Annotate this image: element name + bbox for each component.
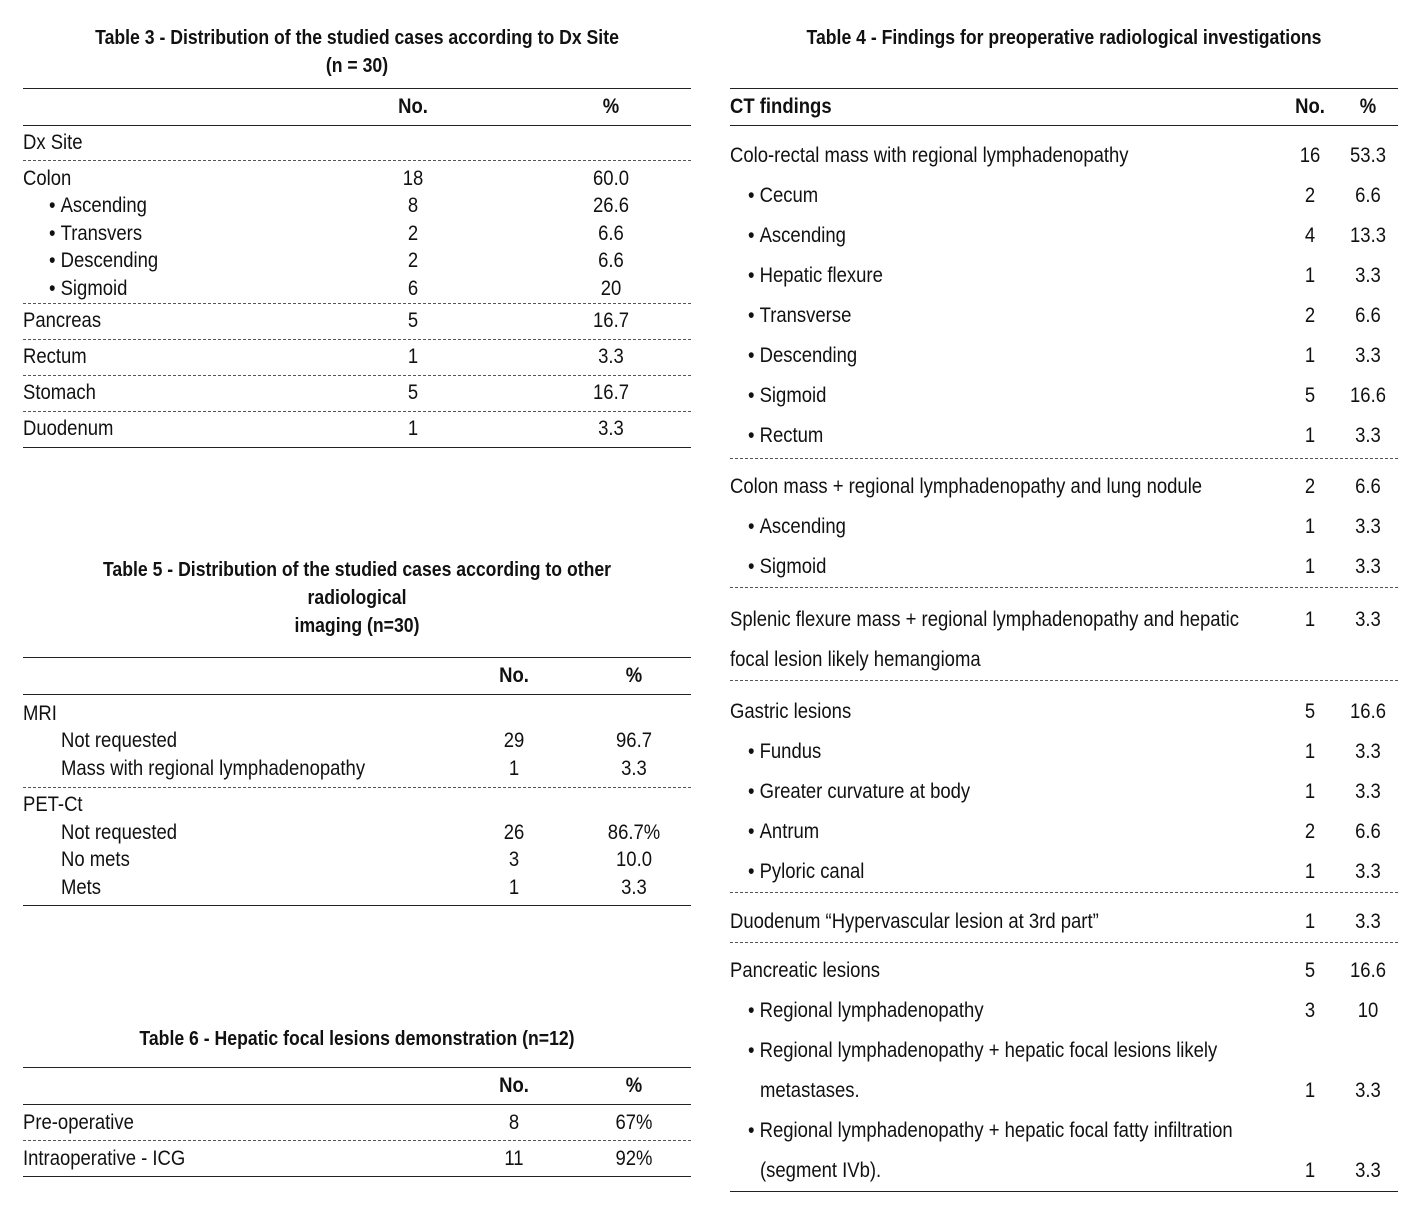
row-pct: 16.7: [593, 381, 629, 404]
row-pct: 3.3: [1355, 344, 1381, 367]
row-no: 4: [1304, 224, 1316, 247]
row-no: 2: [407, 221, 419, 245]
row-pct: 10: [1357, 999, 1379, 1022]
table-row: [730, 136, 1398, 176]
table-row: [23, 126, 691, 161]
table-row: [730, 732, 1398, 772]
table-row: [730, 296, 1398, 336]
table-row: [23, 728, 691, 756]
row-label: Mets: [61, 875, 102, 899]
caption-line: Table 3 - Distribution of the studied cases according to Dx Site: [95, 26, 619, 49]
row-label: focal lesion likely hemangioma: [730, 648, 981, 671]
row-label: Rectum: [23, 345, 87, 368]
row-no: 29: [503, 729, 525, 753]
row-no: 5: [407, 309, 419, 332]
row-label: No mets: [61, 848, 130, 872]
section-label: Dx Site: [23, 131, 83, 154]
row-no: 2: [1304, 184, 1316, 207]
table-row: [23, 792, 691, 820]
row-pct: 3.3: [1355, 1079, 1381, 1102]
table-row: [730, 216, 1398, 256]
table-row: [730, 692, 1398, 732]
table-4-caption: [777, 24, 1351, 52]
row-label: • Cecum: [748, 184, 818, 208]
table-5-caption: [70, 556, 644, 640]
group-pancreatic: [730, 943, 1398, 1192]
row-label: Colon: [23, 166, 72, 190]
table-row: [730, 507, 1398, 547]
row-label: • Descending: [748, 344, 857, 368]
row-no: 1: [1304, 860, 1316, 883]
row-label: • Antrum: [748, 820, 819, 844]
row-pct: 6.6: [598, 221, 624, 245]
row-no: 2: [407, 249, 419, 273]
col-pct-header: %: [1359, 95, 1377, 118]
table-row: [23, 847, 691, 875]
row-pct: 60.0: [593, 166, 629, 190]
row-no: 8: [508, 1110, 520, 1134]
row-label: • Regional lymphadenopathy + hepatic focal fatty infiltration: [748, 1119, 1233, 1143]
table-row: [23, 874, 691, 902]
table-3: [23, 24, 691, 448]
col-no-header: No.: [499, 1074, 529, 1097]
row-no: 1: [1304, 264, 1316, 287]
row-pct: 6.6: [1355, 304, 1381, 327]
row-pct: 16.6: [1350, 384, 1386, 407]
col-pct-header: %: [625, 1074, 643, 1097]
row-no: 16: [1299, 144, 1321, 167]
row-label: • Regional lymphadenopathy + hepatic focal lesions likely: [748, 1039, 1217, 1063]
row-no: 1: [1304, 344, 1316, 367]
row-pct: 3.3: [1355, 264, 1381, 287]
row-no: 8: [407, 194, 419, 218]
row-no: 1: [1304, 515, 1316, 538]
table-row: [730, 772, 1398, 812]
row-pct: 67%: [615, 1110, 653, 1134]
group-colon-lung: [730, 459, 1398, 588]
row-label: • Ascending: [748, 224, 846, 248]
row-pct: 3.3: [1355, 515, 1381, 538]
row-label: Pre-operative: [23, 1110, 134, 1134]
row-pct: 96.7: [616, 729, 652, 753]
row-label: • Sigmoid: [748, 555, 826, 579]
table-row: [23, 248, 691, 276]
table-row: [23, 755, 691, 783]
table-row: [730, 547, 1398, 587]
table-row: [730, 1111, 1398, 1151]
row-pct: 3.3: [1355, 608, 1381, 631]
row-no: 2: [1304, 304, 1316, 327]
row-pct: 3.3: [1355, 740, 1381, 763]
table-row: [23, 220, 691, 248]
row-no: 6: [407, 276, 419, 300]
table-row: [730, 416, 1398, 456]
col-pct-header: %: [625, 664, 643, 687]
row-pct: 6.6: [598, 249, 624, 273]
row-label: Not requested: [61, 729, 178, 753]
row-no: 5: [1304, 384, 1316, 407]
row-no: 1: [1304, 1159, 1316, 1182]
table-row: [730, 600, 1398, 640]
table-5: [23, 556, 691, 906]
table-row: [730, 812, 1398, 852]
row-pct: 13.3: [1350, 224, 1386, 247]
row-pct: 6.6: [1355, 475, 1381, 498]
col-no-header: No.: [1295, 95, 1325, 118]
row-no: 11: [504, 1146, 524, 1170]
group-splenic: [730, 588, 1398, 681]
table-6-caption: [70, 1025, 644, 1053]
row-label: Not requested: [61, 820, 178, 844]
row-label: • Sigmoid: [49, 277, 127, 301]
caption-line: (n = 30): [325, 54, 389, 77]
row-pct: 3.3: [1355, 910, 1381, 933]
row-no: 1: [508, 875, 520, 899]
row-label: Duodenum: [23, 417, 114, 440]
row-label: Pancreas: [23, 309, 102, 332]
table-row: [730, 640, 1398, 680]
table-header: [730, 88, 1398, 126]
table-row: [730, 376, 1398, 416]
mri-group: [23, 695, 691, 788]
caption-line: Table 5 - Distribution of the studied cases according to other radiological: [102, 558, 612, 609]
col-no-header: No.: [499, 664, 529, 687]
row-pct: 86.7%: [607, 820, 661, 844]
row-no: 1: [1304, 780, 1316, 803]
row-pct: 3.3: [1355, 1159, 1381, 1182]
table-row: [23, 1141, 691, 1177]
table-header: [23, 1067, 691, 1105]
table-row: [730, 1031, 1398, 1071]
row-pct: 3.3: [621, 756, 647, 780]
row-label: Colon mass + regional lymphadenopathy and lung nodule: [730, 475, 1203, 498]
table-row: [730, 176, 1398, 216]
table-6: [23, 1025, 691, 1177]
col-no-header: No.: [398, 95, 428, 118]
table-row: [23, 1105, 691, 1141]
row-pct: 16.6: [1350, 959, 1386, 982]
row-pct: 16.7: [593, 309, 629, 332]
row-no: 3: [1304, 999, 1316, 1022]
row-pct: 3.3: [598, 417, 624, 440]
row-no: 1: [1304, 1079, 1316, 1102]
row-no: 1: [1304, 424, 1316, 447]
row-label: • Regional lymphadenopathy: [748, 999, 984, 1023]
row-label: • Ascending: [49, 194, 147, 218]
col-pct-header: %: [602, 95, 620, 118]
row-label: • Hepatic flexure: [748, 264, 883, 288]
row-pct: 3.3: [1355, 780, 1381, 803]
table-header: [23, 88, 691, 126]
caption-line: Table 6 - Hepatic focal lesions demonstration (n=12): [139, 1027, 575, 1050]
table-row: [730, 1071, 1398, 1111]
caption-line: imaging (n=30): [294, 614, 420, 637]
row-pct: 3.3: [598, 345, 624, 368]
group-gastric: [730, 681, 1398, 893]
row-pct: 3.3: [1355, 860, 1381, 883]
row-label: MRI: [23, 701, 57, 725]
row-label: Splenic flexure mass + regional lymphadenopathy and hepatic: [730, 608, 1240, 631]
col-label-header: CT findings: [730, 95, 832, 118]
row-label: (segment IVb).: [760, 1159, 882, 1182]
row-pct: 3.3: [1355, 424, 1381, 447]
row-label: • Sigmoid: [748, 384, 826, 408]
row-label: Duodenum “Hypervascular lesion at 3rd part”: [730, 910, 1099, 933]
table-row: [23, 275, 691, 303]
row-no: 1: [1304, 608, 1316, 631]
row-pct: 3.3: [1355, 555, 1381, 578]
row-label: • Greater curvature at body: [748, 780, 970, 804]
table-row: [730, 336, 1398, 376]
table-row: [23, 165, 691, 193]
row-label: • Pyloric canal: [748, 860, 864, 884]
row-label: • Rectum: [748, 424, 823, 448]
row-label: PET-Ct: [23, 793, 83, 817]
row-pct: 6.6: [1355, 184, 1381, 207]
caption-line: Table 4 - Findings for preoperative radiological investigations: [806, 26, 1322, 49]
table-row: [730, 852, 1398, 892]
row-pct: 16.6: [1350, 700, 1386, 723]
row-no: 18: [402, 166, 424, 190]
row-label: • Descending: [49, 249, 158, 273]
table-row: [730, 951, 1398, 991]
row-label: metastases.: [760, 1079, 860, 1102]
table-header: [23, 657, 691, 695]
group-colorectal: [730, 126, 1398, 459]
row-no: 26: [503, 820, 525, 844]
row-no: 1: [1304, 910, 1316, 933]
row-label: • Transvers: [49, 222, 142, 246]
row-label: Gastric lesions: [730, 700, 852, 723]
row-label: Colo-rectal mass with regional lymphadenopathy: [730, 144, 1129, 167]
row-label: Pancreatic lesions: [730, 959, 880, 982]
group-duodenum: [730, 893, 1398, 943]
table-3-caption: [70, 24, 644, 80]
row-no: 5: [407, 381, 419, 404]
row-no: 5: [1304, 700, 1316, 723]
table-row: [23, 700, 691, 728]
row-label: Stomach: [23, 381, 96, 404]
row-no: 1: [1304, 555, 1316, 578]
row-no: 1: [1304, 740, 1316, 763]
row-label: Mass with regional lymphadenopathy: [61, 756, 366, 780]
pet-group: [23, 788, 691, 906]
row-no: 3: [508, 848, 520, 872]
row-label: • Transverse: [748, 304, 851, 328]
table-row: [23, 819, 691, 847]
row-pct: 10.0: [616, 848, 652, 872]
row-pct: 26.6: [593, 194, 629, 218]
row-pct: 3.3: [621, 875, 647, 899]
row-no: 1: [407, 417, 419, 440]
table-row: [730, 256, 1398, 296]
row-pct: 92%: [615, 1146, 653, 1170]
row-label: • Fundus: [748, 740, 821, 764]
row-pct: 53.3: [1350, 144, 1386, 167]
row-no: 5: [1304, 959, 1316, 982]
row-pct: 20: [600, 276, 622, 300]
table-row: [23, 412, 691, 448]
row-pct: 6.6: [1355, 820, 1381, 843]
table-4: [730, 24, 1398, 1192]
table-row: [23, 304, 691, 340]
row-no: 2: [1304, 475, 1316, 498]
row-label: Intraoperative - ICG: [23, 1146, 186, 1170]
table-row: [730, 902, 1398, 942]
table-row: [23, 340, 691, 376]
row-label: • Ascending: [748, 515, 846, 539]
row-no: 1: [407, 345, 419, 368]
table-row: [23, 193, 691, 221]
row-no: 2: [1304, 820, 1316, 843]
colon-group: [23, 161, 691, 304]
row-no: 1: [508, 756, 520, 780]
table-row: [730, 991, 1398, 1031]
table-row: [730, 467, 1398, 507]
table-row: [730, 1151, 1398, 1191]
table-row: [23, 376, 691, 412]
